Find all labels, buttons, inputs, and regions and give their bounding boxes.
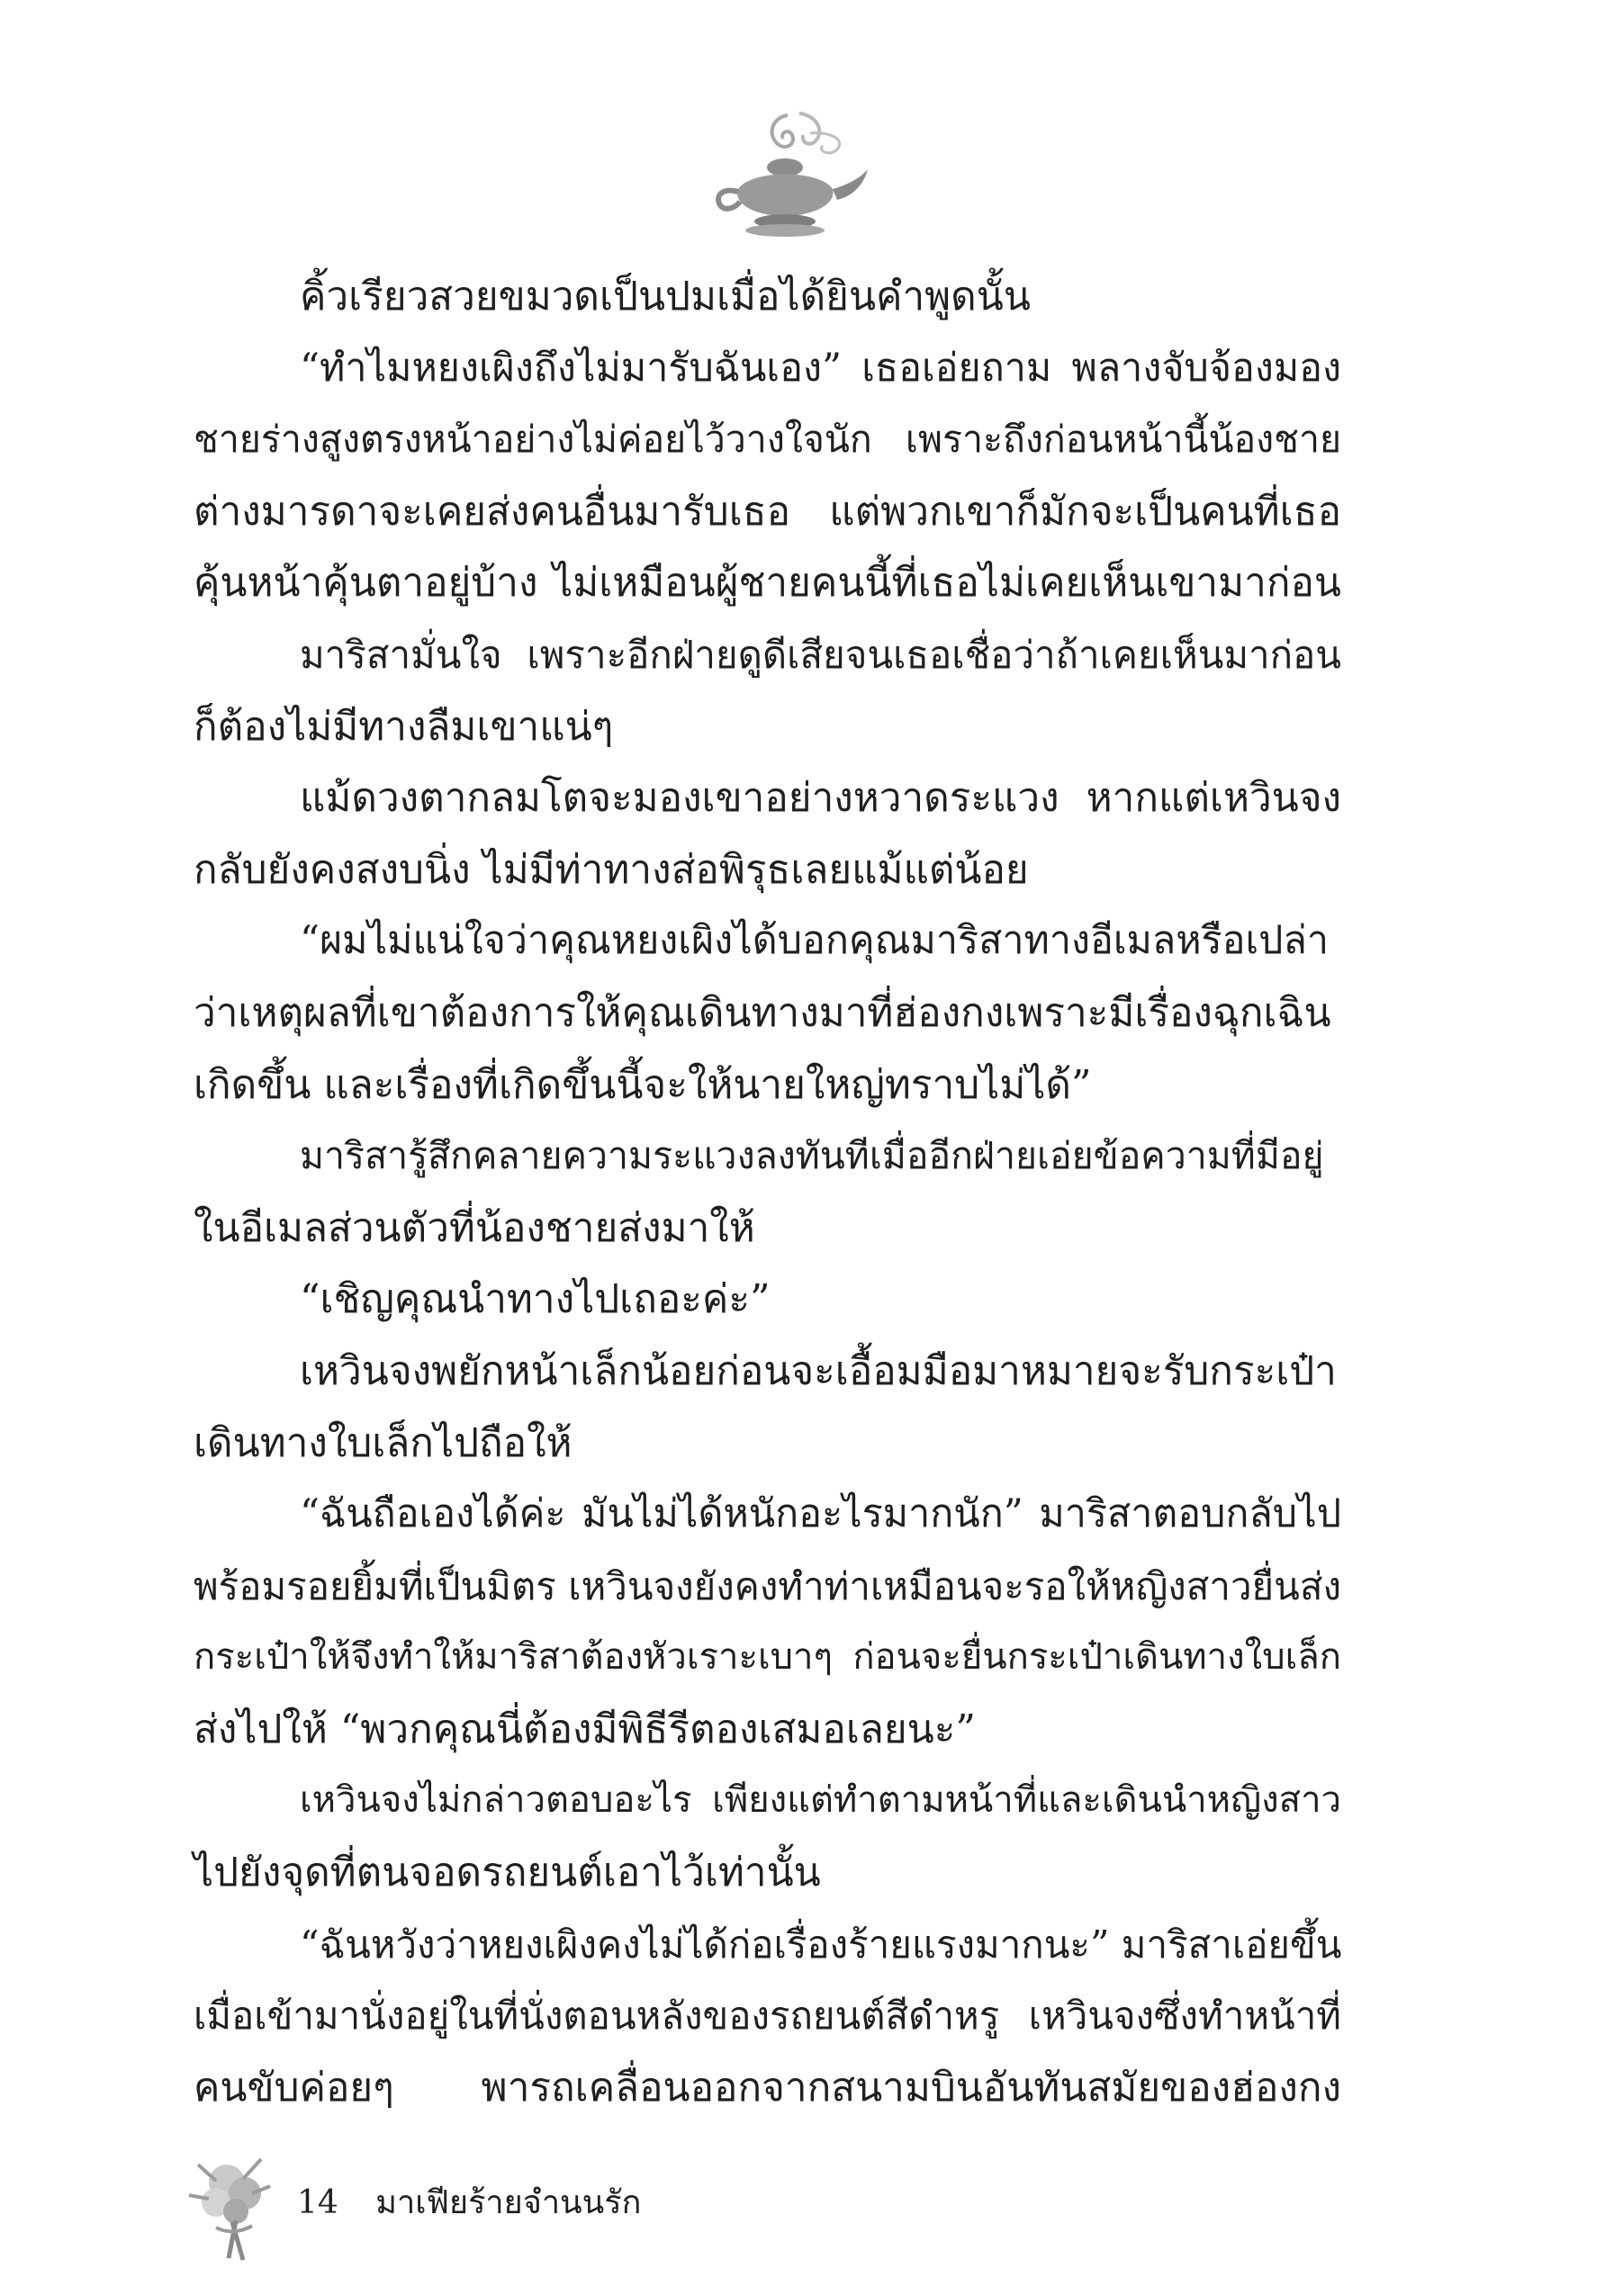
text-line: เกิดขึ้น และเรื่องที่เกิดขึ้นนี้จะให้นายใหญ่ทราบไม่ได้” [194,1061,1092,1108]
text-line: แม้ดวงตากลมโตจะมองเขาอย่างหวาดระแวง หากแต่เหวินจง [300,775,1341,822]
book-title: มาเฟียร้ายจำนนรัก [375,2184,642,2221]
text-line: ชายร่างสูงตรงหน้าอย่างไม่ค่อยไว้วางใจนัก เพราะถึงก่อนหน้านี้น้องชาย [194,418,1341,462]
text-line: กระเป๋าให้จึงทำให้มาริสาต้องหัวเราะเบาๆ ก่อนจะยื่นกระเป๋าเดินทางใบเล็ก [194,1636,1341,1679]
text-line: “เชิญคุณนำทางไปเถอะค่ะ” [300,1276,771,1323]
text-line: เมื่อเข้ามานั่งอยู่ในที่นั่งตอนหลังของรถยนต์สีดำหรู เหวินจงซึ่งทำหน้าที่ [194,1994,1341,2039]
text-line: คุ้นหน้าคุ้นตาอยู่บ้าง ไม่เหมือนผู้ชายคนนี้ที่เธอไม่เคยเห็นเขามาก่อน [194,560,1341,607]
text-line: ในอีเมลส่วนตัวที่น้องชายส่งมาให้ [194,1204,755,1251]
text-line: พร้อมรอยยิ้มที่เป็นมิตร เหวินจงยังคงทำท่าเหมือนจะรอให้หญิงสาวยื่นส่ง [194,1563,1341,1608]
text-line: เหวินจงพยักหน้าเล็กน้อยก่อนจะเอื้อมมือมาหมายจะรับกระเป๋า [300,1347,1337,1394]
text-line: มาริสารู้สึกคลายความระแวงลงทันทีเมื่ออีกฝ่ายเอ่ยข้อความที่มีอยู่ [300,1134,1324,1178]
text-line: “ทำไมหยงเผิงถึงไม่มารับฉันเอง” เธอเอ่ยถาม พลางจับจ้องมอง [300,345,1341,391]
page-number: 14 [297,2184,338,2221]
text-line: ต่างมารดาจะเคยส่งคนอื่นมารับเธอ แต่พวกเขาก็มักจะเป็นคนที่เธอ [194,488,1341,535]
text-line: กลับยังคงสงบนิ่ง ไม่มีท่าทางส่อพิรุธเลยแม้แต่น้อย [194,846,1029,893]
text-line: เหวินจงไม่กล่าวตอบอะไร เพียงแต่ทำตามหน้าที่และเดินนำหญิงสาว [300,1779,1341,1822]
text-line: ส่งไปให้ “พวกคุณนี่ต้องมีพิธีรีตองเสมอเลยนะ” [194,1706,976,1752]
text-line: “ผมไม่แน่ใจว่าคุณหยงเผิงได้บอกคุณมาริสาทางอีเมลหรือเปล่า [300,918,1329,964]
text-line: ว่าเหตุผลที่เขาต้องการให้คุณเดินทางมาที่ฮ่องกงเพราะมีเรื่องฉุกเฉิน [194,989,1331,1036]
text-line: “ฉันถือเองได้ค่ะ มันไม่ได้หนักอะไรมากนัก” มาริสาตอบกลับไป [300,1491,1341,1537]
text-line: “ฉันหวังว่าหยงเผิงคงไม่ได้ก่อเรื่องร้ายแรงมากนะ” มาริสาเอ่ยขึ้น [300,1922,1342,1967]
magic-lamp-icon [702,106,873,241]
text-line: เดินทางใบเล็กไปถือให้ [194,1419,573,1466]
page-footer [297,2176,641,2230]
flower-bouquet-icon [180,2147,286,2264]
text-line: ก็ต้องไม่มีทางลืมเขาแน่ๆ [194,703,614,750]
text-line: คนขับค่อยๆ พารถเคลื่อนออกจากสนามบินอันทันสมัยของฮ่องกง [194,2064,1341,2111]
text-line: ไปยังจุดที่ตนจอดรถยนต์เอาไว้เท่านั้น [194,1850,821,1896]
body-text [194,261,1341,2123]
text-line: คิ้วเรียวสวยขมวดเป็นปมเมื่อได้ยินคำพูดนั้น [300,274,1031,320]
text-line: มาริสามั่นใจ เพราะอีกฝ่ายดูดีเสียจนเธอเชื่อว่าถ้าเคยเห็นมาก่อน [300,632,1341,677]
